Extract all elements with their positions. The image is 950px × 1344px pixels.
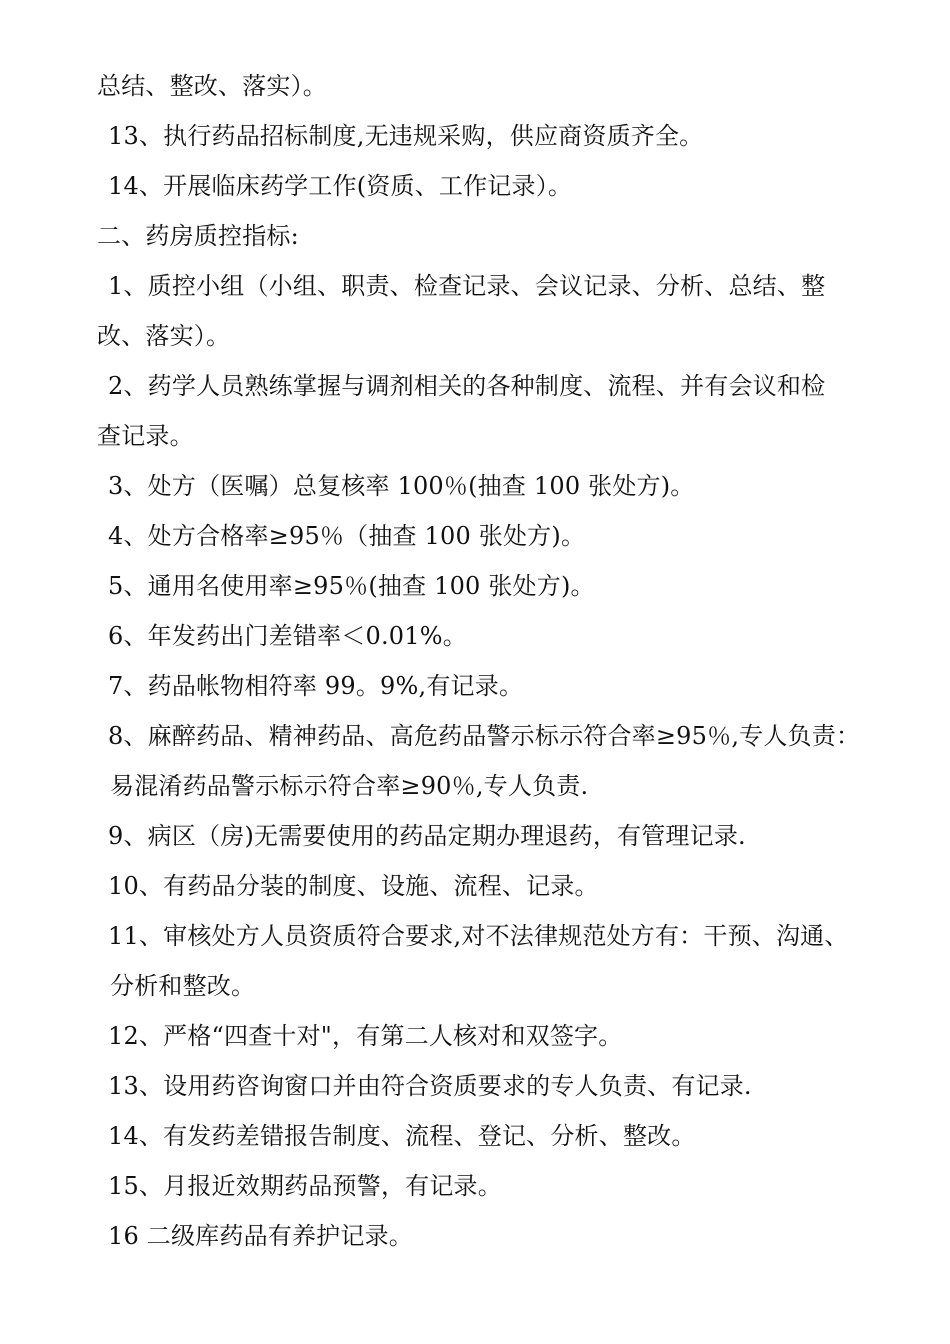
text-line: 查记录。 — [97, 422, 194, 450]
text-line: 2、药学人员熟练掌握与调剂相关的各种制度、流程、并有会议和检 — [108, 372, 826, 400]
text-line: 1、质控小组（小组、职责、检查记录、会议记录、分析、总结、整 — [108, 272, 826, 300]
text-line: 易混淆药品警示标示符合率≥90％,专人负责. — [110, 772, 589, 800]
text-line: 12、严格“四查十对"，有第二人核对和双签字。 — [108, 1022, 623, 1050]
section-heading: 二、药房质控指标: — [97, 222, 299, 250]
text-line: 3、处方（医嘱）总复核率 100％(抽查 100 张处方)。 — [108, 472, 695, 500]
text-line: 11、审核处方人员资质符合要求,对不法律规范处方有：干预、沟通、 — [108, 922, 849, 950]
text-line: 13、设用药咨询窗口并由符合资质要求的专人负责、有记录. — [108, 1072, 752, 1100]
text-line: 13、执行药品招标制度,无违规采购，供应商资质齐全。 — [108, 122, 704, 150]
text-line: 14、有发药差错报告制度、流程、登记、分析、整改。 — [108, 1122, 696, 1150]
text-line: 10、有药品分装的制度、设施、流程、记录。 — [108, 872, 599, 900]
text-line: 16 二级库药品有养护记录。 — [108, 1222, 413, 1250]
text-line: 15、月报近效期药品预警，有记录。 — [108, 1172, 502, 1200]
text-line: 总结、整改、落实）。 — [97, 72, 327, 100]
text-line: 4、处方合格率≥95％（抽查 100 张处方)。 — [108, 522, 586, 550]
text-line: 7、药品帐物相符率 99。9%,有记录。 — [108, 672, 524, 700]
text-line: 分析和整改。 — [110, 972, 256, 1000]
text-line: 6、年发药出门差错率＜0.01%。 — [108, 622, 467, 650]
text-line: 8、麻醉药品、精神药品、高危药品警示标示符合率≥95％,专人负责： — [108, 722, 861, 750]
text-line: 9、病区（房)无需要使用的药品定期办理退药，有管理记录. — [108, 822, 746, 850]
text-line: 5、通用名使用率≥95％(抽查 100 张处方)。 — [108, 572, 595, 600]
text-line: 14、开展临床药学工作(资质、工作记录）。 — [108, 172, 573, 200]
text-line: 改、落实）。 — [97, 322, 231, 350]
